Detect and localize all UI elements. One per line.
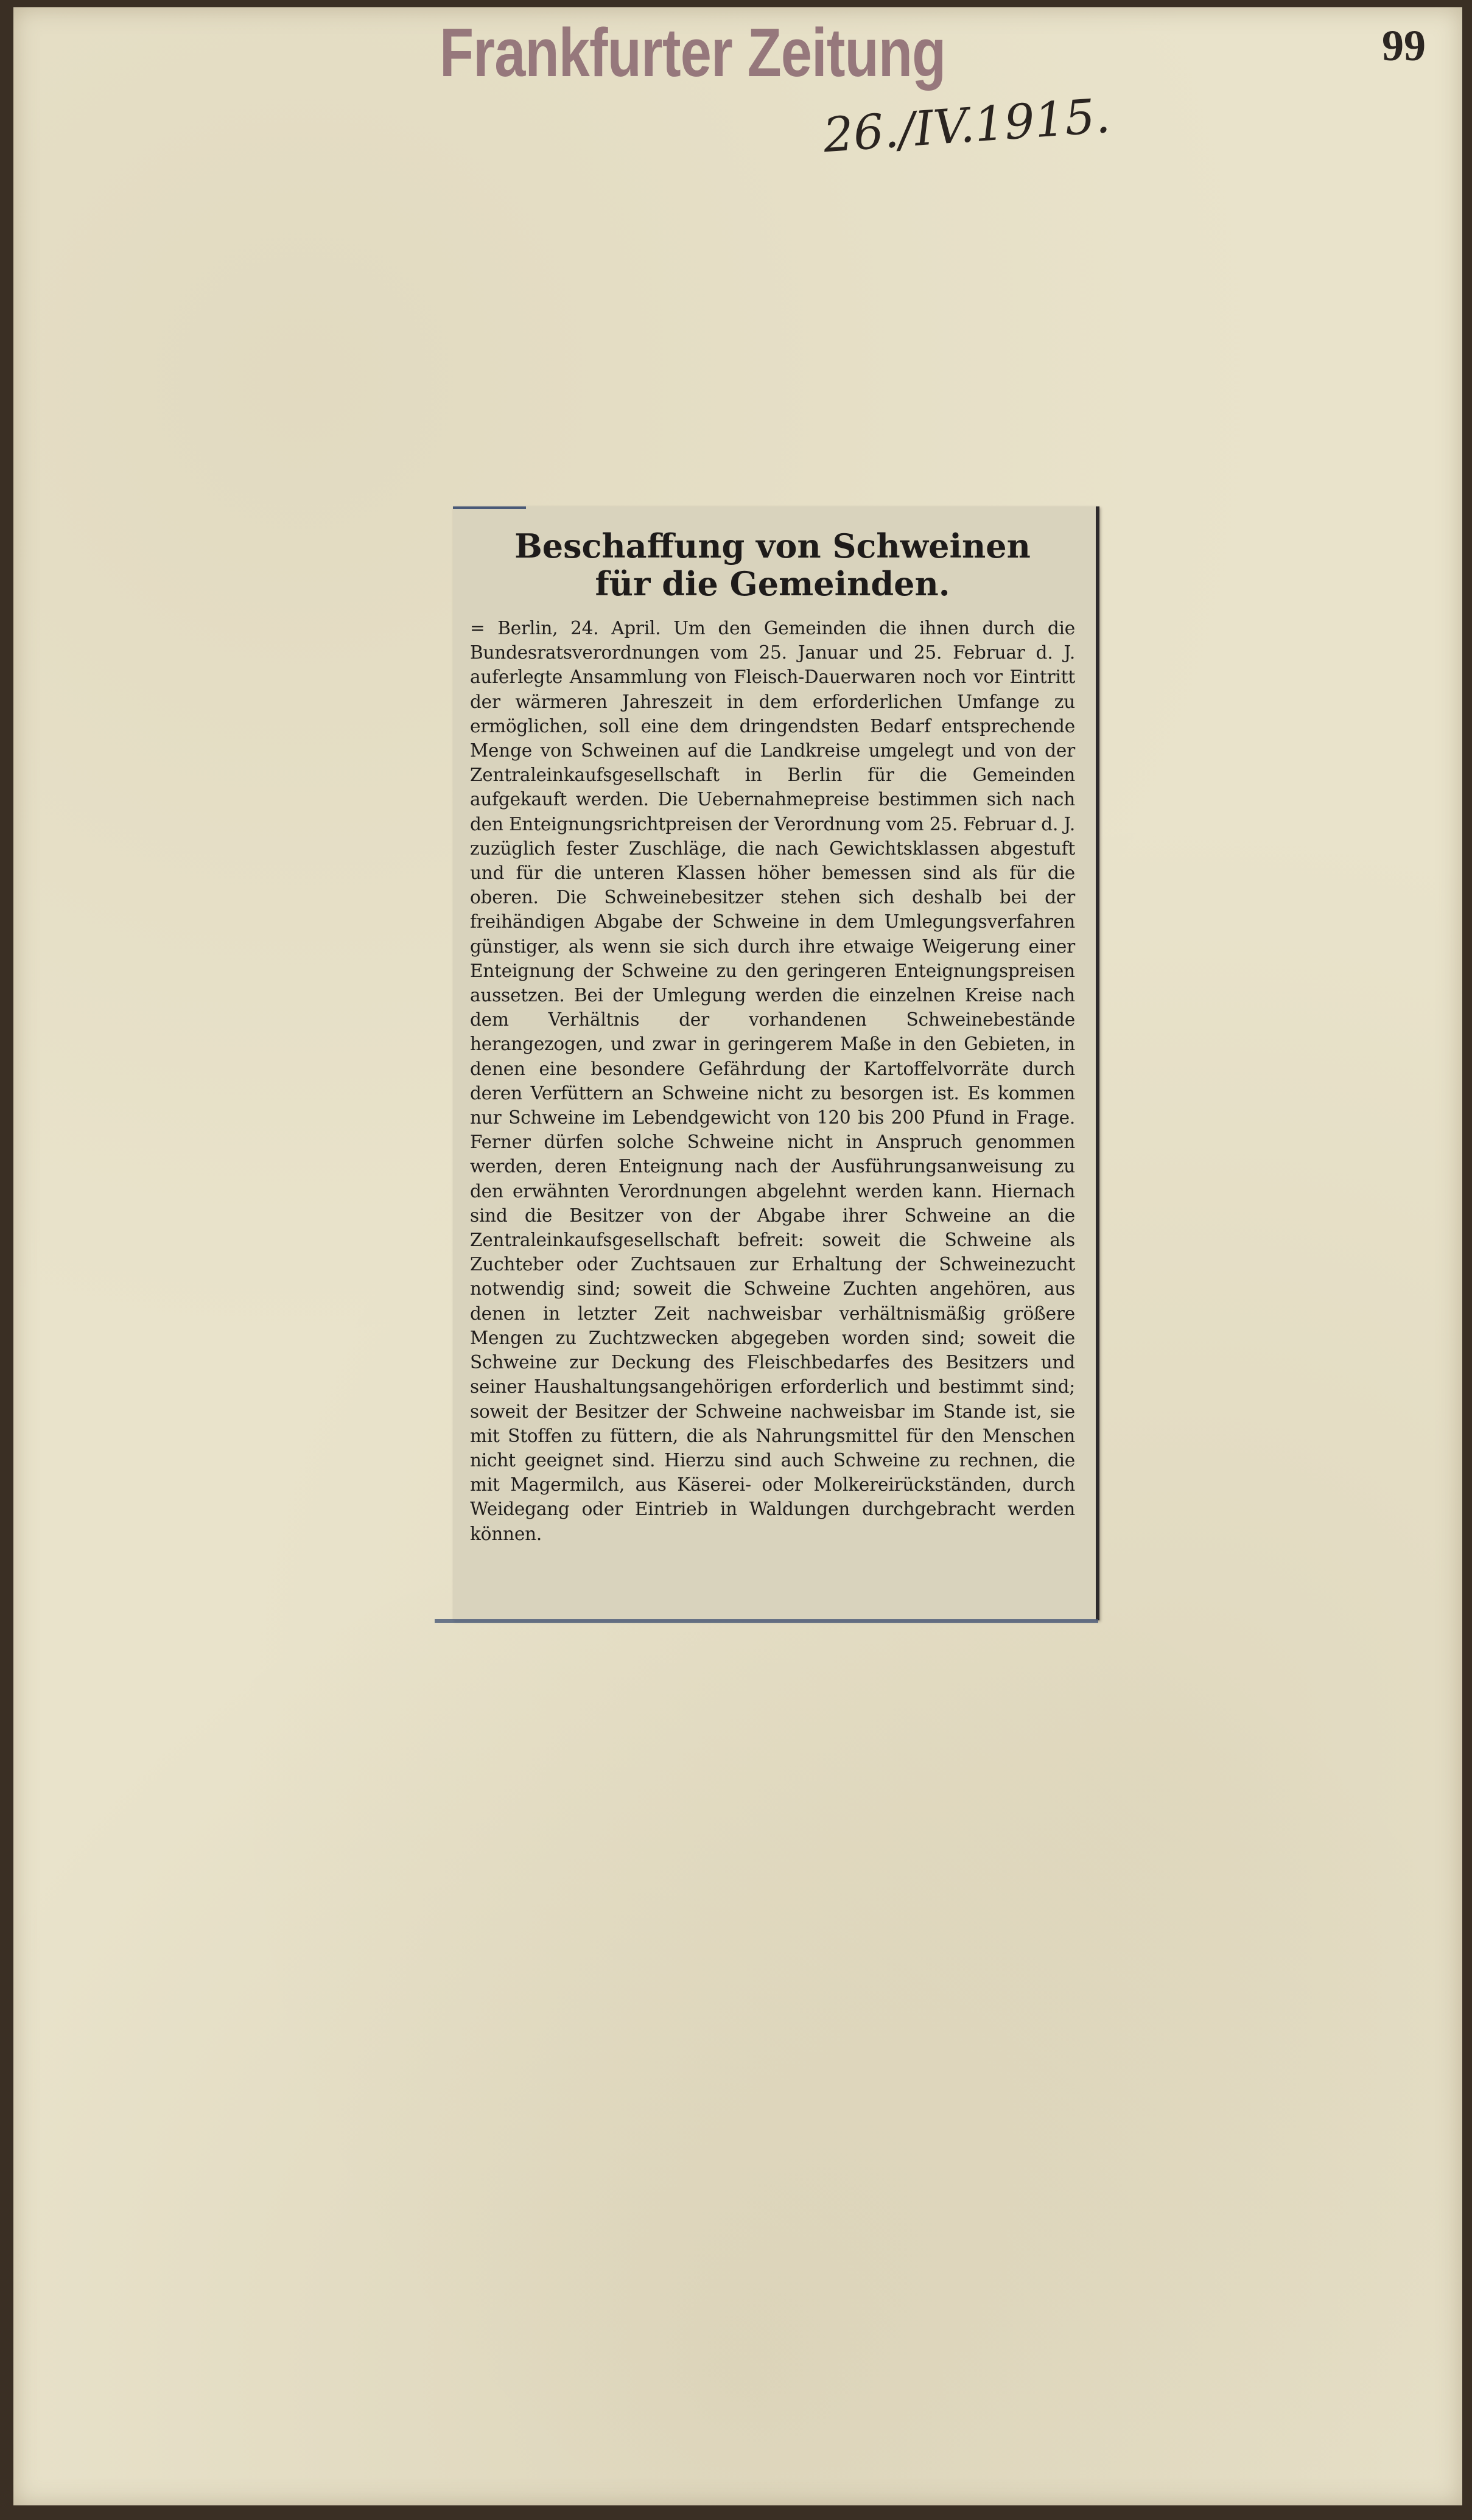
- article-headline: [470, 527, 1075, 603]
- newspaper-stamp: Frankfurter Zeitung: [440, 15, 946, 91]
- newspaper-clipping: [453, 506, 1099, 1620]
- headline-line-2: für die Gemeinden.: [595, 564, 950, 603]
- handwritten-date: 26./IV.1915.: [821, 88, 1112, 164]
- headline-line-1: Beschaffung von Schweinen: [514, 527, 1031, 565]
- article-body: = Berlin, 24. April. Um den Gemeinden die ihnen durch die Bundesratsverordnungen vom 25. Januar und 25. Februar d. J. auferlegte Ansammlung von Fleisch-Dauerwaren noch vor Eintritt der wärmeren Jahreszeit in dem erforderlichen Umfange zu ermöglichen, soll eine dem dringendsten Bedarf entsprechende Menge von Schweinen auf die Landkreise umgelegt und von der Zentraleinkaufsgesellschaft in Berlin für die Gemeinden aufgekauft werden. Die Uebernahmepreise bestimmen sich nach den Enteignungsrichtpreisen der Verordnung vom 25. Februar d. J. zuzüglich fester Zuschläge, die nach Gewichtsklassen abgestuft und für die unteren Klassen höher bemessen sind als für die oberen. Die Schweinebesitzer stehen sich deshalb bei der freihändigen Abgabe der Schweine in dem Umlegungsverfahren günstiger, als wenn sie sich durch ihre etwaige Weigerung einer Enteignung der Schweine zu den geringeren Enteignungspreisen aussetzen. Bei der Umlegung werden die einzelnen Kreise nach dem Verhältnis der vorhandenen Schweinebestände herangezogen, und zwar in geringerem Maße in den Gebieten, in denen eine besondere Gefährdung der Kartoffelvorräte durch deren Verfüttern an Schweine nicht zu besorgen ist. Es kommen nur Schweine im Lebendgewicht von 120 bis 200 Pfund in Frage. Ferner dürfen solche Schweine nicht in Anspruch genommen werden, deren Enteignung nach der Ausführungsanweisung zu den erwähnten Verordnungen abgelehnt werden kann. Hiernach sind die Besitzer von der Abgabe ihrer Schweine an die Zentraleinkaufsgesellschaft befreit: soweit die Schweine als Zuchteber oder Zuchtsauen zur Erhaltung der Schweinezucht notwendig sind; soweit die Schweine Zuchten angehören, aus denen in letzter Zeit nachweisbar verhältnismäßig größere Mengen zu Zuchtzwecken abgegeben worden sind; soweit die Schweine zur Deckung des Fleischbedarfes des Besitzers und seiner Haushaltungsangehörigen erforderlich und bestimmt sind; soweit der Besitzer der Schweine nachweisbar im Stande ist, sie mit Stoffen zu füttern, die als Nahrungsmittel für den Menschen nicht geeignet sind. Hierzu sind auch Schweine zu rechnen, die mit Magermilch, aus Käserei- oder Molkereirückständen, durch Weidegang oder Eintrieb in Waldungen durchgebracht werden können.: [470, 618, 1075, 1544]
- clipping-edge-mark: [453, 506, 526, 509]
- archive-sheet: [13, 7, 1462, 2505]
- page-number: 99: [1382, 21, 1426, 70]
- clipping-edge-mark: [435, 1619, 1098, 1623]
